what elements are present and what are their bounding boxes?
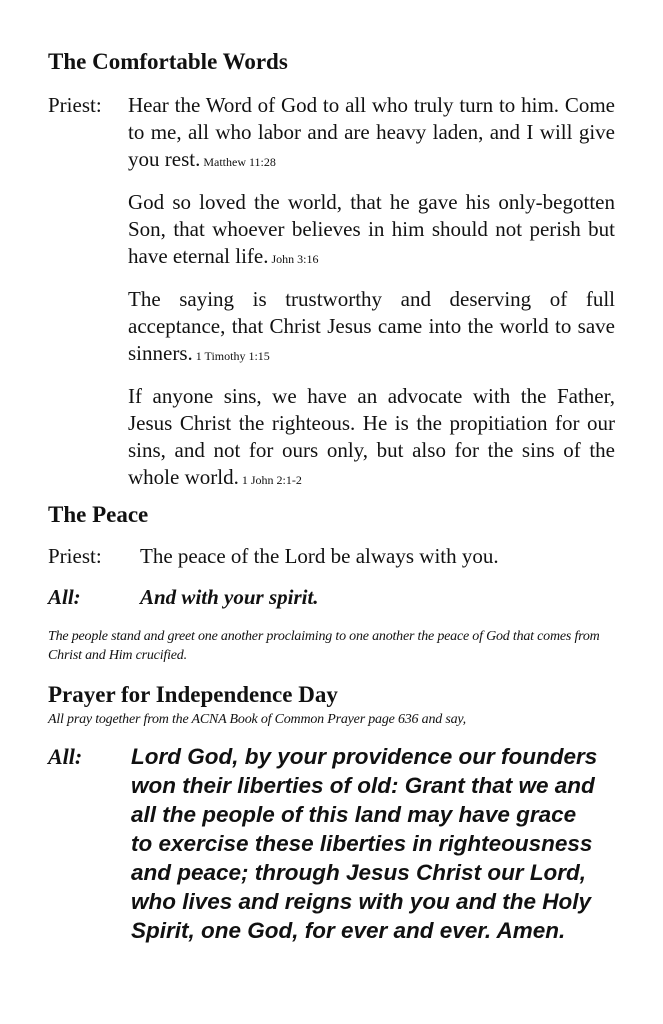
scripture-reference: Matthew 11:28 [203, 155, 276, 169]
scripture-text: God so loved the world, that he gave his only-begotten Son, that whoever believes in him should not perish but have eternal life. [128, 190, 615, 268]
comfortable-words-heading: The Comfortable Words [48, 49, 288, 74]
peace-heading: The Peace [48, 502, 149, 527]
comfortable-words-block [48, 92, 615, 494]
scripture-paragraph [128, 286, 615, 370]
scripture-reference: John 3:16 [271, 252, 319, 266]
scripture-text: If anyone sins, we have an advocate with the Father, Jesus Christ the righteous. He is the propitiation for our sins, and not for ours only, but also for the sins of the whole world. [128, 384, 615, 489]
scripture-reference: 1 Timothy 1:15 [195, 349, 270, 363]
scripture-text: The saying is trustworthy and deserving of full acceptance, that Christ Jesus came into the world to save sinners. [128, 287, 615, 365]
scripture-paragraph [128, 189, 615, 273]
prayer-rubric: All pray together from the ACNA Book of Common Prayer page 636 and say, [48, 712, 466, 727]
prayer-text: Lord God, by your providence our founders won their liberties of old: Grant that we and all the people of this land may have grace to exercise these liberties in righteousness and peace; through Jesus Christ our Lord, who lives and reigns with you and the Holy Spirit, one God, for ever and ever. Amen. [131, 744, 598, 943]
comfortable-words-body [128, 92, 615, 494]
prayer-heading: Prayer for Independence Day [48, 682, 338, 707]
scripture-paragraph [128, 383, 615, 494]
peace-versicle: The peace of the Lord be always with you. [140, 544, 499, 568]
peace-rubric: The people stand and greet one another proclaiming to one another the peace of God that comes from Christ and Him crucified. [48, 629, 600, 663]
peace-priest-line [48, 543, 615, 570]
scripture-paragraph [128, 92, 615, 176]
speaker-all: All: [48, 585, 81, 609]
speaker-all: All: [48, 744, 83, 769]
speaker-priest: Priest: [48, 544, 102, 568]
peace-all-line [48, 584, 615, 611]
prayer-block [48, 742, 615, 945]
speaker-priest: Priest: [48, 93, 102, 117]
scripture-reference: 1 John 2:1-2 [241, 473, 302, 487]
scripture-text: Hear the Word of God to all who truly turn to him. Come to me, all who labor and are heavy laden, and I will give you rest. [128, 93, 615, 171]
peace-response: And with your spirit. [140, 585, 319, 609]
